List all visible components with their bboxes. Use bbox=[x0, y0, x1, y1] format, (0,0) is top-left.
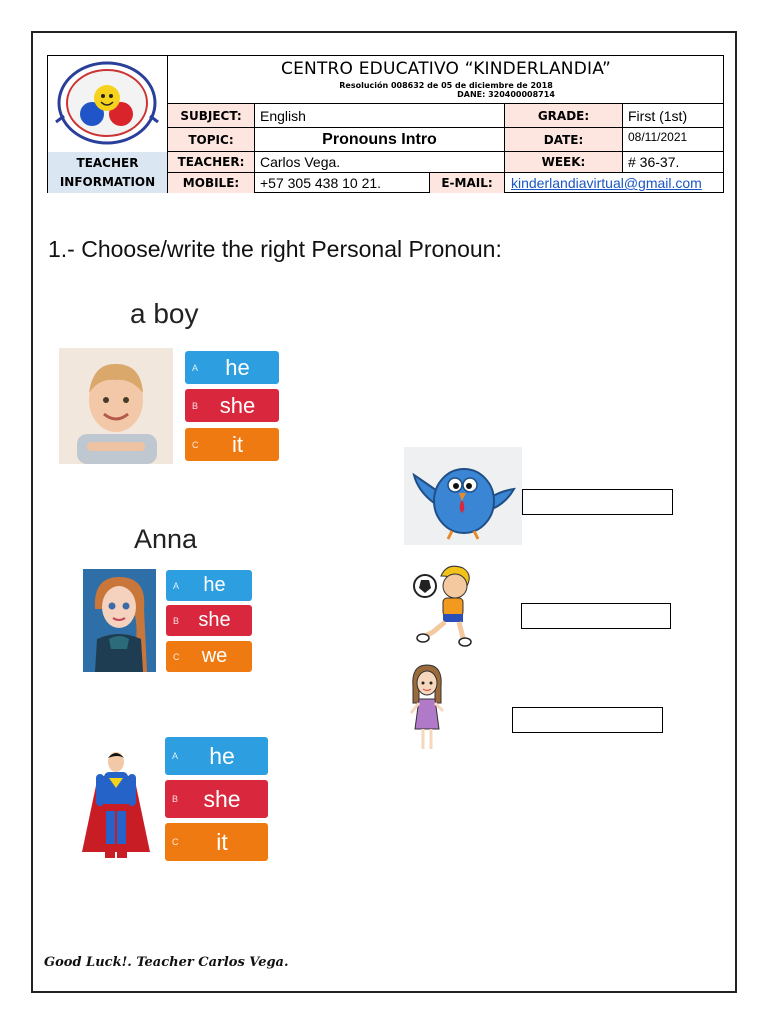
girl-picture bbox=[407, 663, 447, 753]
answer-box-girl[interactable] bbox=[512, 707, 663, 733]
date-label: DATE: bbox=[505, 128, 623, 152]
subject-value: English bbox=[255, 104, 505, 128]
footer-good-luck: Good Luck!. Teacher Carlos Vega. bbox=[44, 955, 289, 970]
exercise-2-label: Anna bbox=[134, 524, 198, 554]
boy-photo bbox=[59, 348, 173, 464]
bird-picture bbox=[404, 447, 522, 545]
email-label: E-MAIL: bbox=[430, 173, 505, 193]
week-value: # 36-37. bbox=[623, 152, 724, 173]
exercise-1-option-c[interactable]: C it bbox=[185, 428, 279, 461]
school-logo bbox=[48, 56, 168, 152]
exercise-2-option-a[interactable]: A he bbox=[166, 570, 252, 601]
exercise-1-label: a boy bbox=[130, 298, 199, 329]
mobile-label: MOBILE: bbox=[168, 173, 255, 193]
superman-photo bbox=[78, 748, 154, 865]
answer-box-boy[interactable] bbox=[521, 603, 671, 629]
week-label: WEEK: bbox=[505, 152, 623, 173]
school-resolution: Resolución 008632 de 05 de diciembre de 2018 bbox=[339, 81, 553, 90]
question-title: 1.- Choose/write the right Personal Pronoun: bbox=[48, 236, 502, 262]
email-value[interactable]: kinderlandiavirtual@gmail.com bbox=[511, 175, 702, 191]
date-value: 08/11/2021 bbox=[623, 128, 724, 152]
boy-soccer-picture bbox=[411, 562, 479, 648]
teacher-label: TEACHER: bbox=[168, 152, 255, 173]
topic-label: TOPIC: bbox=[168, 128, 255, 152]
exercise-3-option-b[interactable]: B she bbox=[165, 780, 268, 818]
school-name: CENTRO EDUCATIVO “KINDERLANDIA” bbox=[281, 59, 611, 79]
grade-label: GRADE: bbox=[505, 104, 623, 128]
exercise-2-option-c[interactable]: C we bbox=[166, 641, 252, 672]
header-table bbox=[47, 55, 724, 193]
anna-photo bbox=[83, 569, 156, 672]
answer-box-bird[interactable] bbox=[522, 489, 673, 515]
exercise-2-option-b[interactable]: B she bbox=[166, 605, 252, 636]
mobile-value: +57 305 438 10 21. bbox=[255, 173, 430, 193]
grade-value: First (1st) bbox=[623, 104, 724, 128]
teacher-info-line2: INFORMATION bbox=[59, 174, 156, 189]
exercise-3-option-a[interactable]: A he bbox=[165, 737, 268, 775]
teacher-info-line1: TEACHER bbox=[76, 155, 139, 170]
exercise-1-option-a[interactable]: A he bbox=[185, 351, 279, 384]
subject-label: SUBJECT: bbox=[168, 104, 255, 128]
school-dane: DANE: 320400008714 bbox=[457, 90, 555, 99]
teacher-information-label bbox=[48, 152, 168, 193]
exercise-1-option-b[interactable]: B she bbox=[185, 389, 279, 422]
topic-value: Pronouns Intro bbox=[255, 128, 505, 152]
school-title-block bbox=[168, 56, 724, 104]
teacher-value: Carlos Vega. bbox=[255, 152, 505, 173]
email-link[interactable] bbox=[505, 173, 724, 193]
exercise-3-option-c[interactable]: C it bbox=[165, 823, 268, 861]
